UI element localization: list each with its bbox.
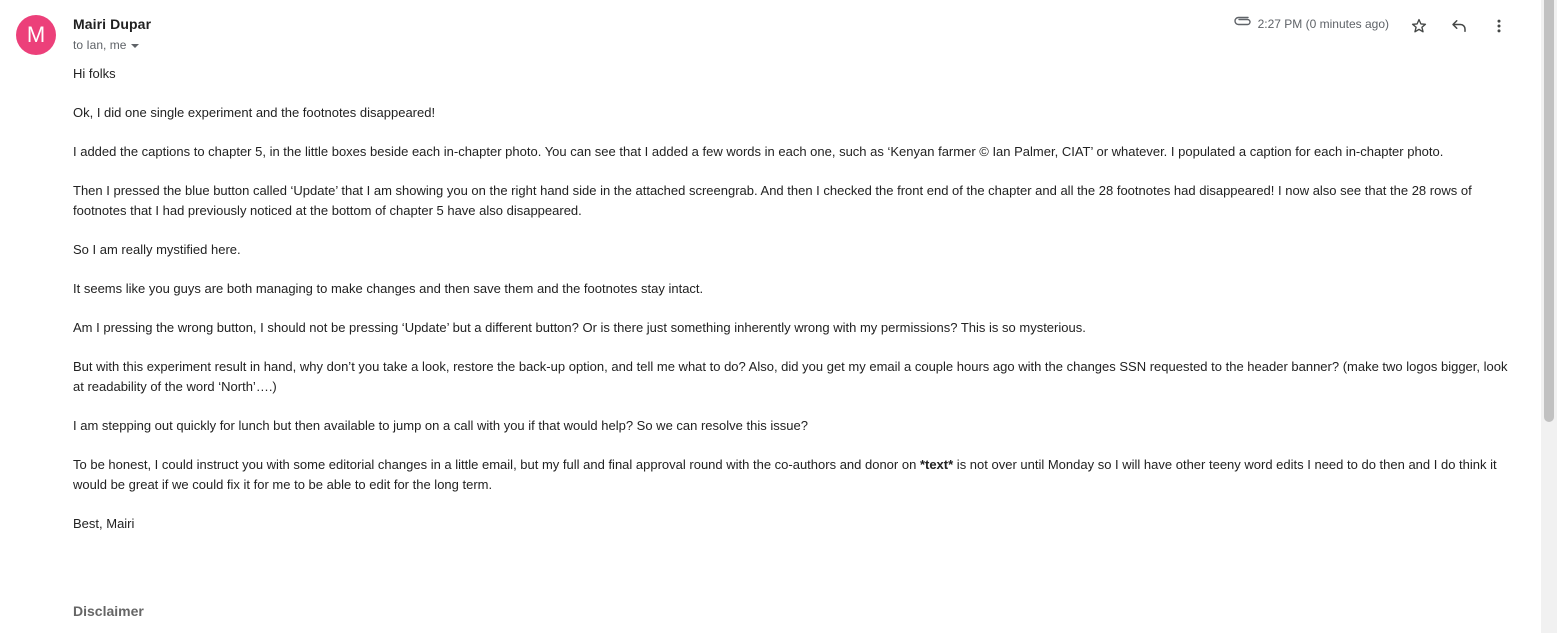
reply-icon [1450, 17, 1468, 35]
message-meta [1234, 16, 1389, 31]
body-text: is not over until Monday so I will have other teeny word edits I need to do then and I do think it would be great if we could fix it for me to be able to edit for the long term. [73, 457, 1497, 492]
body-paragraph: Ok, I did one single experiment and the footnotes disappeared! [73, 105, 436, 120]
body-paragraph: Then I pressed the blue button called ‘Update’ that I am showing you on the right hand side in the attached screengrab. And then I checked the front end of the chapter and all the 28 footnotes had disappeared! I now also see that the 28 rows of footnotes that I had previously noticed at the bottom of chapter 5 have also disappeared. [73, 183, 1472, 218]
paperclip-icon [1234, 16, 1252, 31]
scrollbar-thumb[interactable] [1544, 0, 1554, 422]
signoff: Best, Mairi [73, 516, 135, 531]
reply-button[interactable] [1445, 12, 1473, 40]
body-paragraph [73, 455, 1513, 495]
avatar-letter: M [26, 22, 46, 47]
timestamp: 2:27 PM (0 minutes ago) [1257, 16, 1389, 31]
body-paragraph: I added the captions to chapter 5, in the little boxes beside each in-chapter photo. You can see that I added a few words in each one, such as ‘Kenyan farmer © Ian Palmer, CIAT’ or whatever. I populated a caption for each in-chapter photo. [73, 144, 1444, 159]
body-paragraph: I am stepping out quickly for lunch but then available to jump on a call with you if that would help? So we can resolve this issue? [73, 418, 808, 433]
star-icon [1410, 17, 1428, 35]
body-paragraph: Am I pressing the wrong button, I should not be pressing ‘Update’ but a different button? Or is there just something inherently wrong with my permissions? This is so mysterious. [73, 320, 1086, 335]
recipients-label: to Ian, me [73, 38, 127, 52]
body-paragraph: But with this experiment result in hand, why don’t you take a look, restore the back-up option, and tell me what to do? Also, did you get my email a couple hours ago with the changes SSN requested to the header banner? (make two logos bigger, look at readability of the word ‘North’….) [73, 359, 1508, 394]
body-text: To be honest, I could instruct you with some editorial changes in a little email, but my full and final approval round with the co-authors and donor on [73, 457, 920, 472]
chevron-down-icon [131, 44, 139, 48]
scrollbar-track[interactable] [1541, 0, 1557, 633]
body-paragraph: It seems like you guys are both managing to make changes and then save them and the footnotes stay intact. [73, 281, 704, 296]
message-body [73, 64, 1513, 553]
sender-name[interactable]: Mairi Dupar [73, 16, 152, 32]
more-options-button[interactable] [1485, 12, 1513, 40]
greeting: Hi folks [73, 66, 116, 81]
disclaimer-heading: Disclaimer [73, 603, 144, 619]
star-button[interactable] [1405, 12, 1433, 40]
recipients-toggle[interactable] [73, 38, 139, 52]
bold-text: *text* [919, 457, 954, 472]
more-vert-icon [1490, 17, 1508, 35]
avatar[interactable] [16, 15, 56, 55]
body-paragraph: So I am really mystified here. [73, 242, 241, 257]
